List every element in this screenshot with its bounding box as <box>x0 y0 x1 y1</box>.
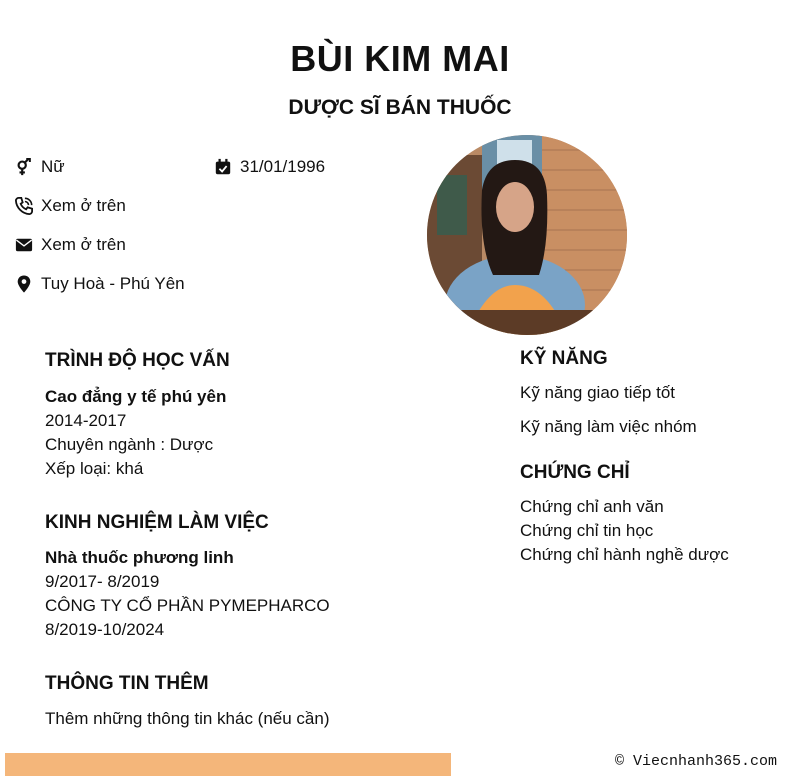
info-phone <box>15 196 126 216</box>
job-title: DƯỢC SĨ BÁN THUỐC <box>288 96 512 119</box>
info-birthdate <box>214 157 325 177</box>
phone-icon <box>15 197 33 215</box>
footer-bar <box>5 753 451 776</box>
skill-item: Kỹ năng giao tiếp tốt <box>520 383 676 402</box>
education-period: 2014-2017 <box>45 411 127 430</box>
info-address <box>15 274 185 294</box>
avatar <box>427 135 627 335</box>
certificates-title: CHỨNG CHỈ <box>520 462 630 483</box>
experience-period-2: 8/2019-10/2024 <box>45 620 165 639</box>
email-icon <box>15 236 33 254</box>
email-value: Xem ở trên <box>41 235 126 254</box>
info-gender <box>15 157 65 177</box>
more-info-title: THÔNG TIN THÊM <box>45 673 209 694</box>
experience-company: Nhà thuốc phương linh <box>45 548 234 567</box>
experience-period-1: 9/2017- 8/2019 <box>45 572 160 591</box>
education-major: Chuyên ngành : Dược <box>45 435 214 454</box>
education-school: Cao đẳng y tế phú yên <box>45 387 227 406</box>
certificate-item: Chứng chỉ tin học <box>520 521 654 540</box>
footer-copyright[interactable]: © Viecnhanh365.com <box>614 753 777 770</box>
info-email <box>15 235 126 255</box>
skills-title: KỸ NĂNG <box>520 348 608 369</box>
address-value: Tuy Hoà - Phú Yên <box>41 274 185 293</box>
calendar-icon <box>214 158 232 176</box>
experience-company-2: CÔNG TY CỔ PHẦN PYMEPHARCO <box>45 596 330 615</box>
education-rank: Xếp loại: khá <box>45 459 144 478</box>
phone-value: Xem ở trên <box>41 196 126 215</box>
certificate-item: Chứng chỉ hành nghề dược <box>520 545 729 564</box>
location-icon <box>15 275 33 293</box>
certificate-item: Chứng chỉ anh văn <box>520 497 664 516</box>
more-info-text: Thêm những thông tin khác (nếu cần) <box>45 709 330 728</box>
education-title: TRÌNH ĐỘ HỌC VẤN <box>45 350 230 371</box>
skill-item: Kỹ năng làm việc nhóm <box>520 417 697 436</box>
experience-title: KINH NGHIỆM LÀM VIỆC <box>45 512 269 533</box>
gender-value: Nữ <box>41 157 65 176</box>
gender-icon <box>15 158 33 176</box>
candidate-name: BÙI KIM MAI <box>290 38 510 79</box>
birthdate-value: 31/01/1996 <box>240 157 326 176</box>
